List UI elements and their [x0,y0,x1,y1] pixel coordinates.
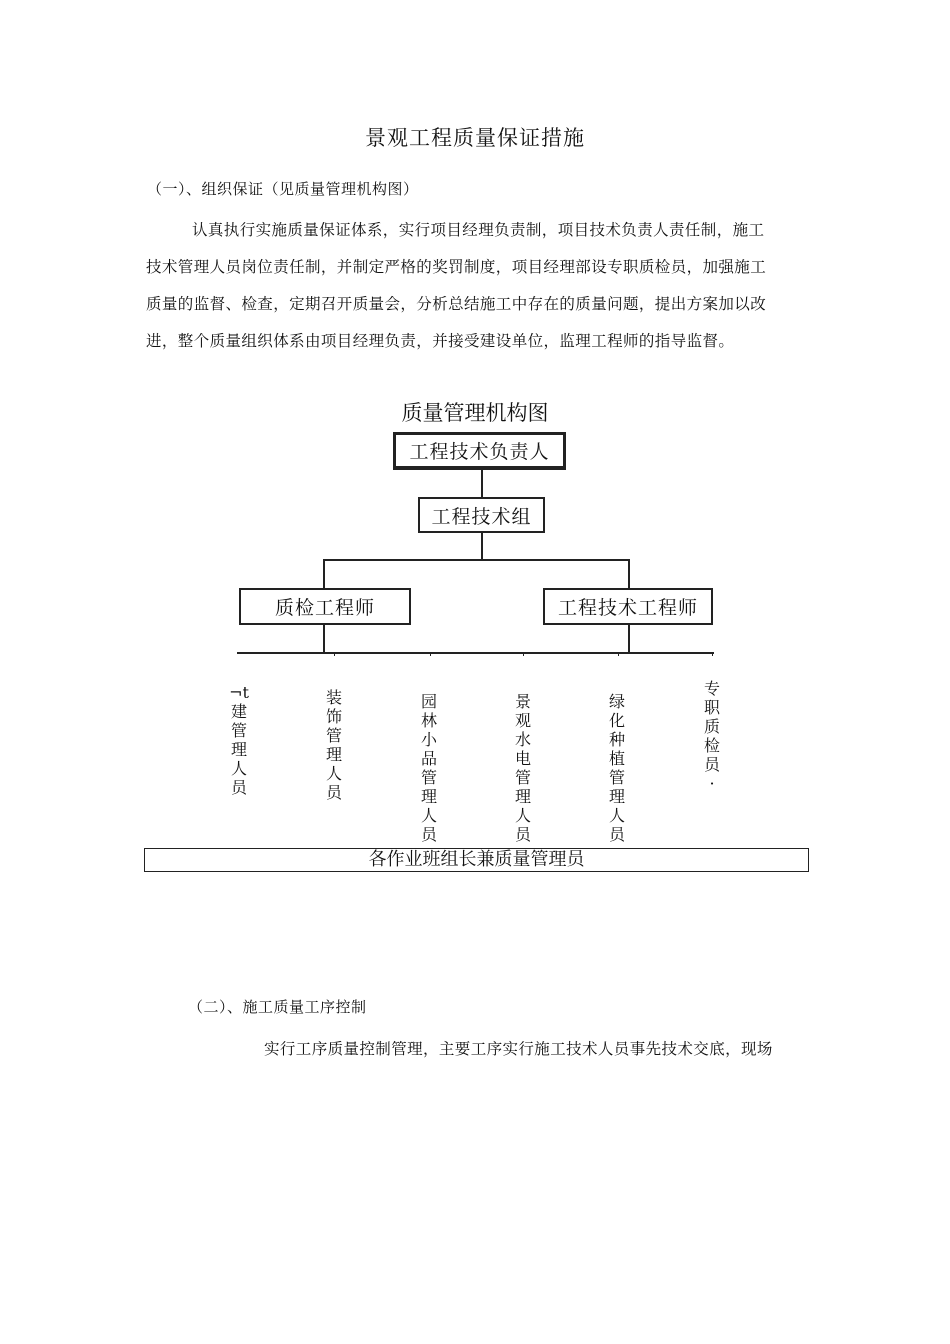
org-node-group-label: 工程技术组 [431,505,532,528]
paragraph-line: 质量的监督、检查，定期召开质量会，分析总结施工中存在的质量问题，提出方案加以改 [146,295,767,313]
section-2-paragraph [264,1031,773,1068]
org-bottom-box [144,848,809,872]
connector-tick [430,652,431,656]
org-staff-label: 绿化种植管理人员 [608,692,625,844]
connector-line [628,559,630,589]
paragraph-line: 技术管理人员岗位责任制，并制定严格的奖罚制度，项目经理部设专职质检员，加强施工 [146,258,767,276]
org-staff-label: 园林小品管理人员 [420,692,437,844]
connector-line [237,652,714,654]
org-staff-label: 专职质检员· [703,679,720,793]
org-node-right [543,588,713,625]
connector-tick [523,652,524,656]
connector-line [323,625,325,653]
connector-line [323,559,630,561]
section-2-heading: （二）、施工质量工序控制 [188,998,367,1016]
org-staff-label: ¬t建管理人员 [229,683,249,797]
section-1-heading: （一）、组织保证（见质量管理机构图） [147,180,419,198]
org-node-top-label: 工程技术负责人 [409,441,550,463]
section-1-paragraph [146,212,766,360]
org-node-right-label: 工程技术工程师 [557,597,698,619]
paragraph-line: 认真执行实施质量保证体系，实行项目经理负责制，项目技术负责人责任制，施工 [192,221,765,239]
connector-tick [712,652,713,656]
connector-tick [618,652,619,656]
paragraph-line: 进，整个质量组织体系由项目经理负责，并接受建设单位，监理工程师的指导监督。 [146,332,735,350]
org-node-top [393,432,566,470]
org-staff-label: 景观水电管理人员 [514,692,531,844]
connector-line [323,559,325,589]
paragraph-line: 实行工序质量控制管理，主要工序实行施工技术人员事先技术交底，现场 [264,1040,773,1058]
connector-line [481,470,483,498]
org-bottom-label: 各作业班组长兼质量管理员 [368,849,585,870]
org-chart-title: 质量管理机构图 [401,401,549,425]
org-node-group [418,497,545,533]
org-node-left-label: 质检工程师 [274,597,375,619]
connector-line [628,625,630,653]
document-title: 景观工程质量保证措施 [365,126,585,150]
org-node-left [239,588,411,625]
connector-line [481,533,483,560]
connector-tick [334,652,335,656]
org-staff-label: 装饰管理人员 [325,688,342,802]
